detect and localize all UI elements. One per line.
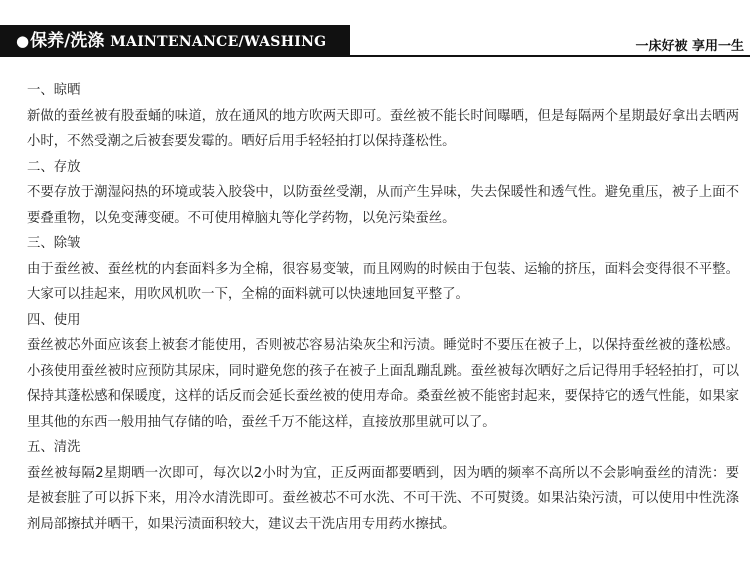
section-washing xyxy=(27,435,739,537)
section-body: 蚕丝被芯外面应该套上被套才能使用，否则被芯容易沾染灰尘和污渍。睡觉时不要压在被子上，以保持蚕丝被的蓬松感。小孩使用蚕丝被时应预防其尿床，同时避免您的孩子在被子上面乱蹦乱跳。蚕丝被每次晒好之后记得用手轻轻拍打，可以保持其蓬松感和保暖度，这样的话反而会延长蚕丝被的使用寿命。桑蚕丝被不能密封起来，要保持它的透气性能，如果家里其他的东西一般用抽气存储的哈，蚕丝千万不能这样，直接放那里就可以了。 xyxy=(27,338,739,430)
section-airing xyxy=(27,78,739,155)
section-body: 不要存放于潮湿闷热的环境或装入胶袋中，以防蚕丝受潮，从而产生异味，失去保暖性和透气性。避免重压，被子上面不要叠重物，以免变薄变硬。不可使用樟脑丸等化学药物，以免污染蚕丝。 xyxy=(27,185,739,226)
section-heading: 三、除皱 xyxy=(27,236,81,251)
header-rule xyxy=(350,55,750,57)
page-title xyxy=(16,30,326,53)
section-body: 由于蚕丝被、蚕丝枕的内套面料多为全棉，很容易变皱，而且网购的时候由于包装、运输的挤压，面料会变得很不平整。大家可以挂起来，用吹风机吹一下，全棉的面料就可以快速地回复平整了。 xyxy=(27,261,739,302)
title-english: MAINTENANCE/WASHING xyxy=(110,34,327,50)
title-chinese: 保养/洗涤 xyxy=(30,31,105,51)
section-heading: 五、清洗 xyxy=(27,440,81,455)
section-dewrinkle xyxy=(27,231,739,308)
section-heading: 四、使用 xyxy=(27,312,81,328)
title-banner xyxy=(0,25,350,57)
bullet-icon: ● xyxy=(16,32,30,50)
section-storage xyxy=(27,155,739,232)
section-heading: 二、存放 xyxy=(27,159,81,175)
section-usage xyxy=(27,308,739,436)
section-heading: 一、晾晒 xyxy=(27,83,81,98)
slogan: 一床好被 享用一生 xyxy=(635,39,744,54)
care-instructions xyxy=(27,78,739,537)
page-header xyxy=(0,0,750,60)
section-body: 新做的蚕丝被有股蚕蛹的味道，放在通风的地方吹两天即可。蚕丝被不能长时间曝晒，但是每隔两个星期最好拿出去晒两小时，不然受潮之后被套要发霉的。晒好后用手轻轻拍打以保持蓬松性。 xyxy=(27,108,739,149)
section-body: 蚕丝被每隔2星期晒一次即可，每次以2小时为宜，正反两面都要晒到，因为晒的频率不高所以不会影响蚕丝的清洗：要是被套脏了可以拆下来，用冷水清洗即可。蚕丝被芯不可水洗、不可干洗、不可熨烫。如果沾染污渍，可以使用中性洗涤剂局部擦拭并晒干，如果污渍面积较大，建议去干洗店用专用药水擦拭。 xyxy=(27,465,739,532)
